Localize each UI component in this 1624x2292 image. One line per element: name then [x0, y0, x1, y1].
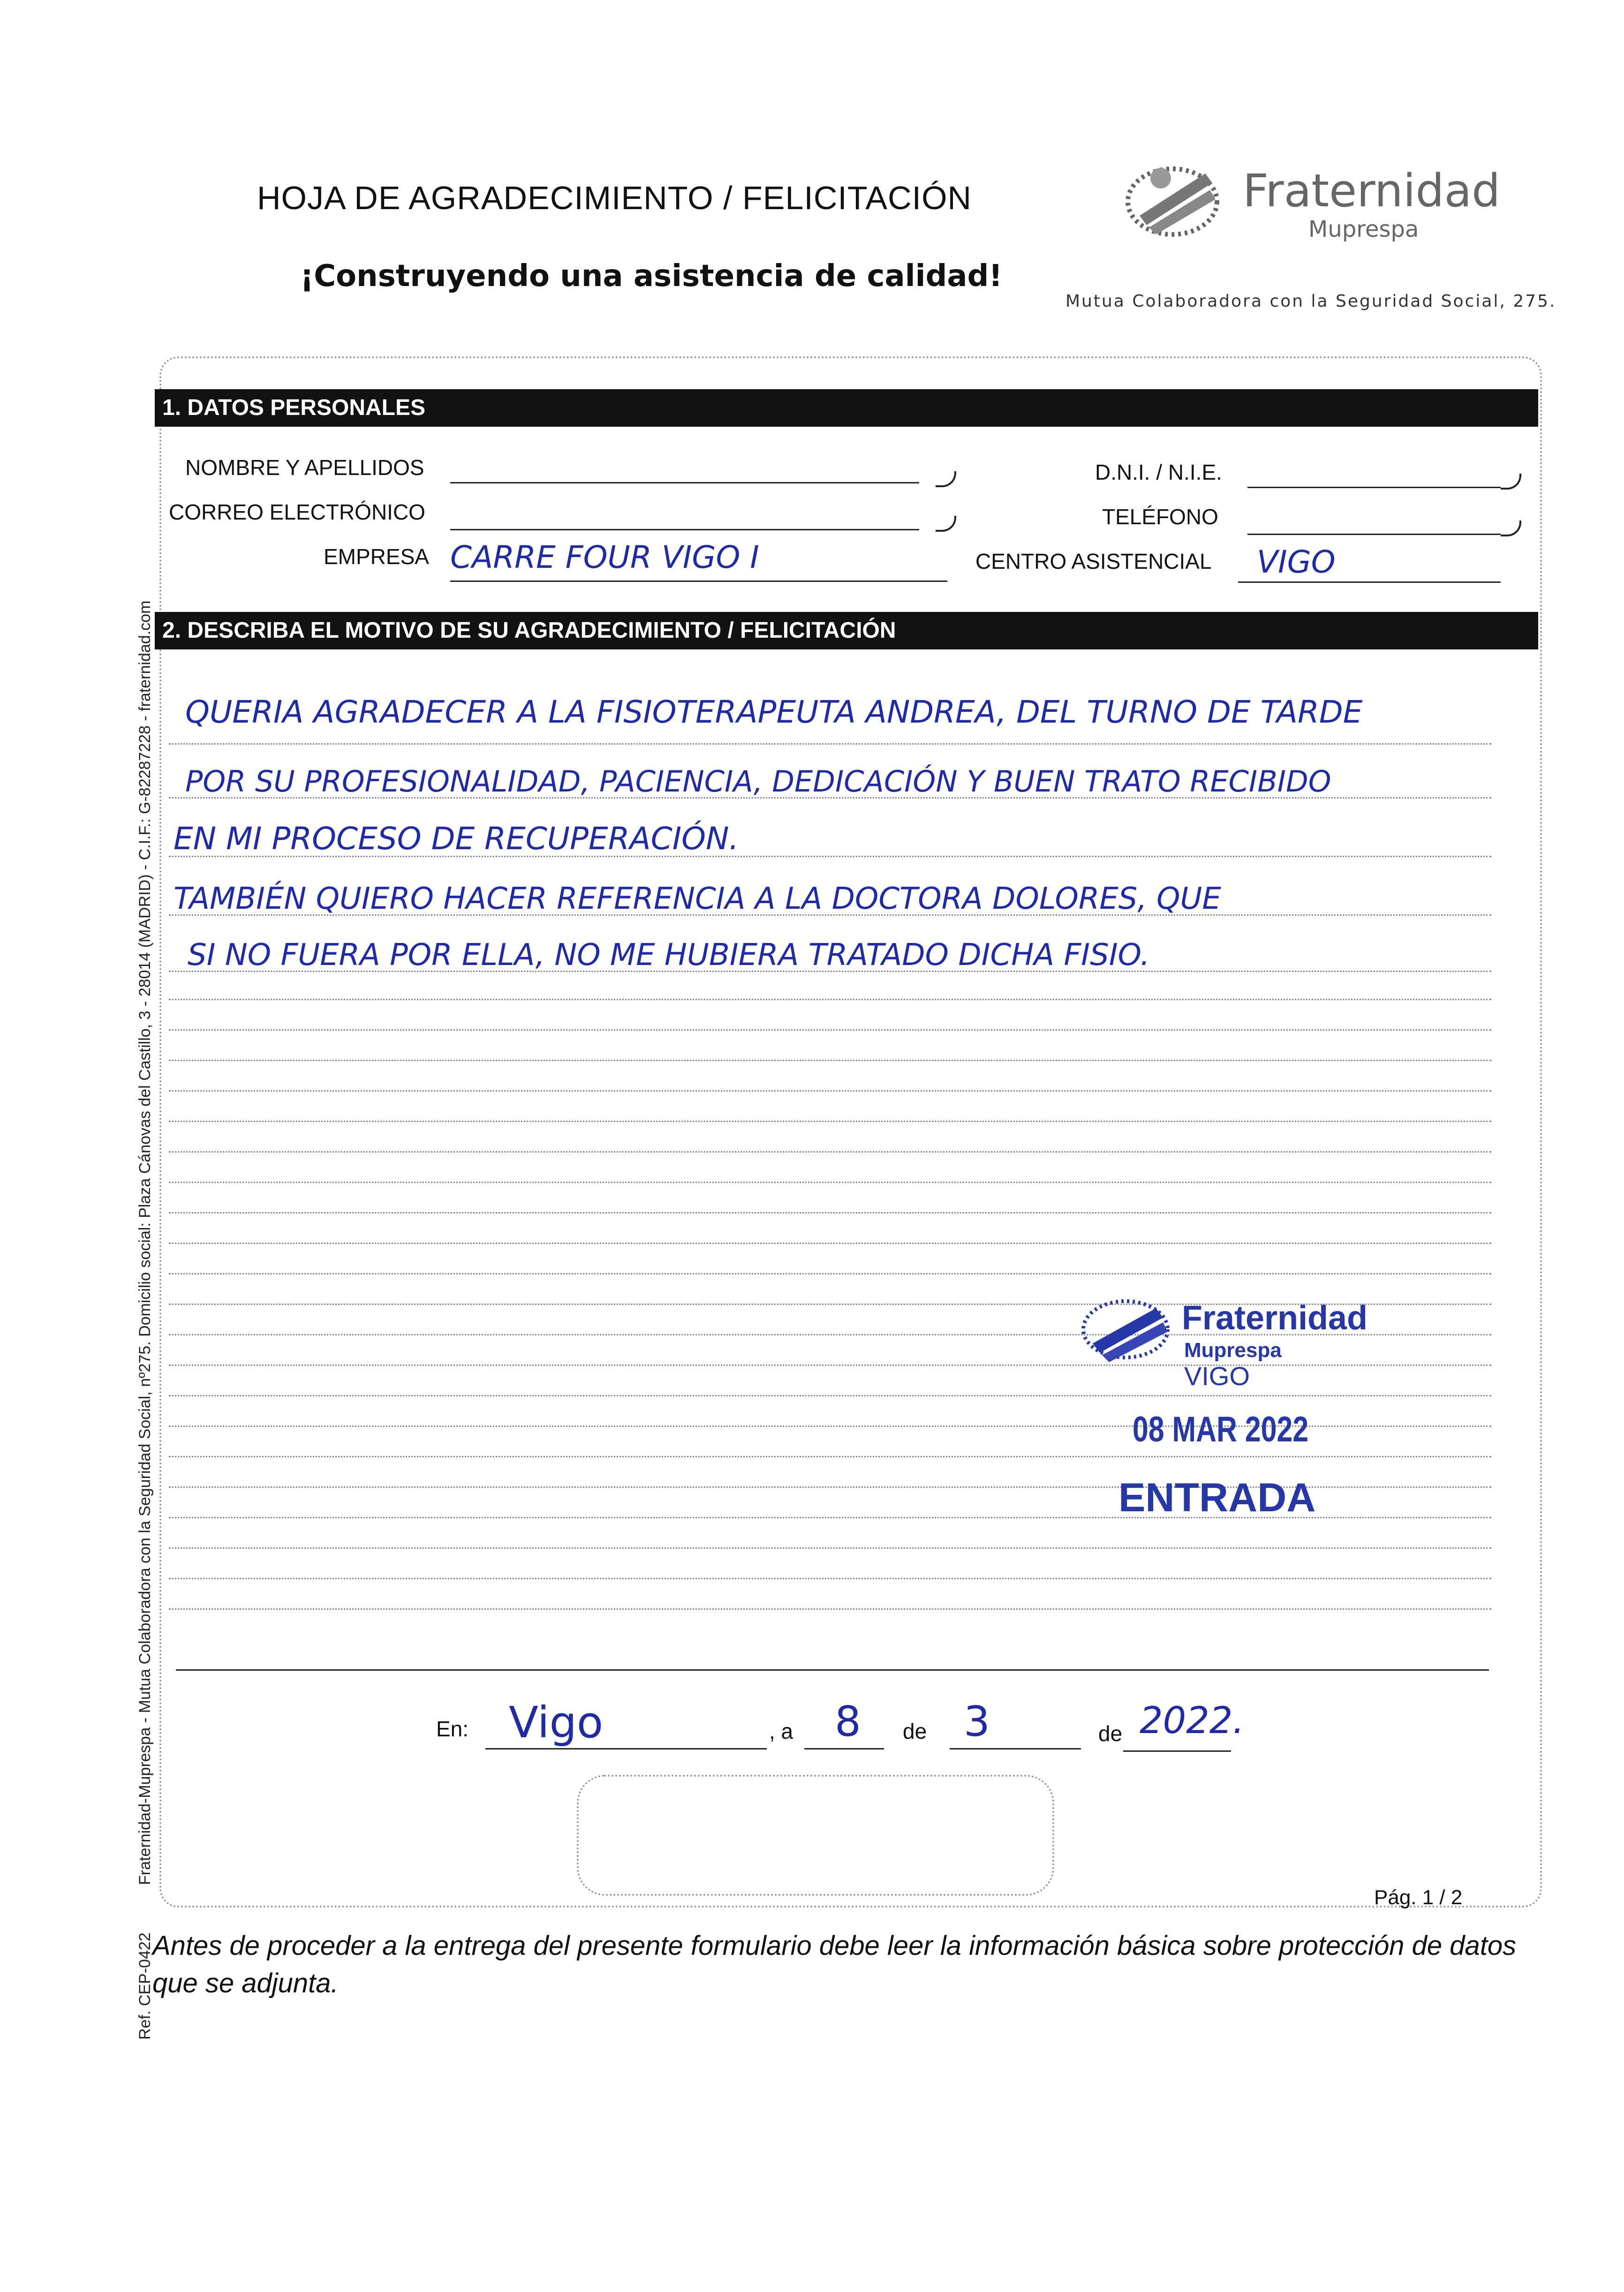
motivo-line-3: EN MI PROCESO DE RECUPERACIÓN. — [174, 821, 739, 857]
ruled-line — [169, 1029, 1491, 1031]
ruled-line — [169, 1121, 1491, 1122]
ruled-line — [169, 1578, 1491, 1579]
motivo-line-5: SI NO FUERA POR ELLA, NO ME HUBIERA TRATADO DICHA FISIO. — [188, 938, 1150, 973]
year-field[interactable] — [1123, 1750, 1231, 1752]
ruled-line — [169, 999, 1491, 1000]
section2-heading: 2. DESCRIBA EL MOTIVO DE SU AGRADECIMIENTO / FELICITACIÓN — [155, 612, 1538, 649]
dni-label: D.N.I. / N.I.E. — [1095, 460, 1222, 484]
ruled-line — [169, 797, 1491, 799]
de-label-1: de — [903, 1719, 927, 1743]
stamp-date: 08 MAR 2022 — [1133, 1410, 1309, 1449]
centro-label: CENTRO ASISTENCIAL — [975, 549, 1212, 573]
centro-value: VIGO — [1257, 544, 1336, 580]
day-field[interactable] — [804, 1748, 884, 1749]
signature-box — [577, 1775, 1054, 1896]
footer-note: Antes de proceder a la entrega del presente formulario debe leer la información básica sobre protección de datos que se adjunta. — [152, 1930, 1517, 1998]
stamp-word: ENTRADA — [1118, 1475, 1316, 1520]
ruled-line — [169, 856, 1491, 857]
ruled-line — [169, 1212, 1491, 1214]
page-number: Pág. 1 / 2 — [1374, 1886, 1463, 1909]
day-value: 8 — [835, 1697, 861, 1746]
fraternidad-logo-icon — [1111, 145, 1515, 258]
motivo-line-1: QUERIA AGRADECER A LA FISIOTERAPEUTA ANDREA, DEL TURNO DE TARDE — [185, 694, 1363, 730]
section1-heading: 1. DATOS PERSONALES — [155, 389, 1538, 427]
telefono-label: TELÉFONO — [1102, 505, 1218, 529]
form-frame — [159, 356, 1542, 1907]
place-value: Vigo — [509, 1697, 604, 1748]
ruled-line — [169, 914, 1491, 916]
reference-code: Ref. CEP-0422 — [136, 1932, 154, 2040]
ruled-line — [169, 1243, 1491, 1244]
ruled-line — [169, 1273, 1491, 1274]
year-value: 2022. — [1140, 1700, 1245, 1742]
motivo-line-2: POR SU PROFESIONALIDAD, PACIENCIA, DEDICACIÓN Y BUEN TRATO RECIBIDO — [185, 764, 1331, 799]
month-field[interactable] — [950, 1748, 1081, 1749]
motivo-line-4: TAMBIÉN QUIERO HACER REFERENCIA A LA DOCTORA DOLORES, QUE — [174, 882, 1221, 916]
entrada-stamp — [1074, 1285, 1393, 1519]
ruled-line — [169, 971, 1491, 972]
svg-text:Fraternidad: Fraternidad — [1243, 165, 1501, 217]
nombre-label: NOMBRE Y APELLIDOS — [185, 455, 424, 480]
ruled-line — [169, 1182, 1491, 1183]
nombre-field[interactable] — [450, 482, 919, 483]
place-field[interactable] — [485, 1748, 767, 1749]
de-label-2: de — [1098, 1721, 1123, 1746]
en-label: En: — [436, 1717, 469, 1741]
correo-label: CORREO ELECTRÓNICO — [169, 500, 425, 524]
dni-field[interactable] — [1247, 487, 1501, 488]
ruled-line — [169, 743, 1491, 745]
a-label: , a — [769, 1719, 793, 1743]
stamp-brand: Fraternidad — [1182, 1299, 1368, 1337]
ruled-line — [169, 1608, 1491, 1610]
telefono-field[interactable] — [1247, 534, 1501, 535]
empresa-field[interactable] — [450, 581, 947, 582]
stamp-logo-icon — [1074, 1289, 1186, 1369]
empresa-value: CARRE FOUR VIGO I — [450, 539, 759, 575]
ruled-line — [169, 1060, 1491, 1061]
form-subtitle: ¡Construyendo una asistencia de calidad! — [300, 259, 1003, 294]
form-title: HOJA DE AGRADECIMIENTO / FELICITACIÓN — [257, 180, 972, 216]
centro-field[interactable] — [1238, 581, 1501, 583]
ruled-line — [169, 1090, 1491, 1092]
closing-line — [176, 1669, 1489, 1671]
empresa-label: EMPRESA — [324, 544, 429, 569]
ruled-line — [169, 1151, 1491, 1153]
svg-text:Muprespa: Muprespa — [1308, 216, 1419, 242]
sidebar-legal-text: Fraternidad-Muprespa - Mutua Colaboradora con la Seguridad Social, nº275. Domicilio social: Plaza Cánovas del Castillo, 3 - 28014 (MADRID) - C.I.F.: G-82287228 - fraternidad.com — [136, 600, 154, 1885]
fraternidad-logo — [1111, 145, 1515, 258]
mutua-text: Mutua Colaboradora con la Seguridad Social, 275. — [1065, 292, 1556, 311]
month-value: 3 — [964, 1697, 990, 1746]
stamp-brand-sub: Muprespa — [1184, 1339, 1282, 1362]
correo-field[interactable] — [450, 529, 919, 530]
stamp-city: VIGO — [1184, 1361, 1250, 1391]
ruled-line — [169, 1547, 1491, 1549]
